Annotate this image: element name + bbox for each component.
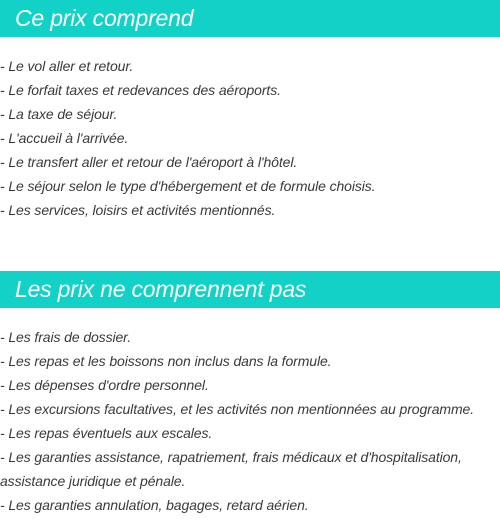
- list-item: - Les services, loisirs et activités mentionnés.: [0, 202, 276, 218]
- list-item: - Les dépenses d'ordre personnel.: [0, 377, 209, 393]
- list-item: - Les garanties assistance, rapatriement, frais médicaux et d'hospitalisation, assistance juridique et pénale.: [0, 449, 462, 489]
- list-item: - Le séjour selon le type d'hébergement et de formule choisis.: [0, 178, 376, 194]
- list-item: - Les repas éventuels aux escales.: [0, 425, 213, 441]
- list-item: - Les excursions facultatives, et les activités non mentionnées au programme.: [0, 401, 474, 417]
- list-item: - Les frais de dossier.: [0, 329, 132, 345]
- excluded-items-list: [0, 325, 500, 517]
- list-item: - Le transfert aller et retour de l'aéroport à l'hôtel.: [0, 154, 298, 170]
- section-title-included: Ce prix comprend: [0, 0, 500, 37]
- list-item: - Le forfait taxes et redevances des aéroports.: [0, 82, 281, 98]
- list-item: - Les repas et les boissons non inclus dans la formule.: [0, 353, 332, 369]
- list-item: - L'accueil à l'arrivée.: [0, 130, 129, 146]
- list-item: - La taxe de séjour.: [0, 106, 118, 122]
- list-item: - Le vol aller et retour.: [0, 58, 134, 74]
- section-title-excluded: Les prix ne comprennent pas: [0, 271, 500, 308]
- included-items-list: [0, 54, 500, 222]
- list-item: - Les garanties annulation, bagages, retard aérien.: [0, 497, 309, 513]
